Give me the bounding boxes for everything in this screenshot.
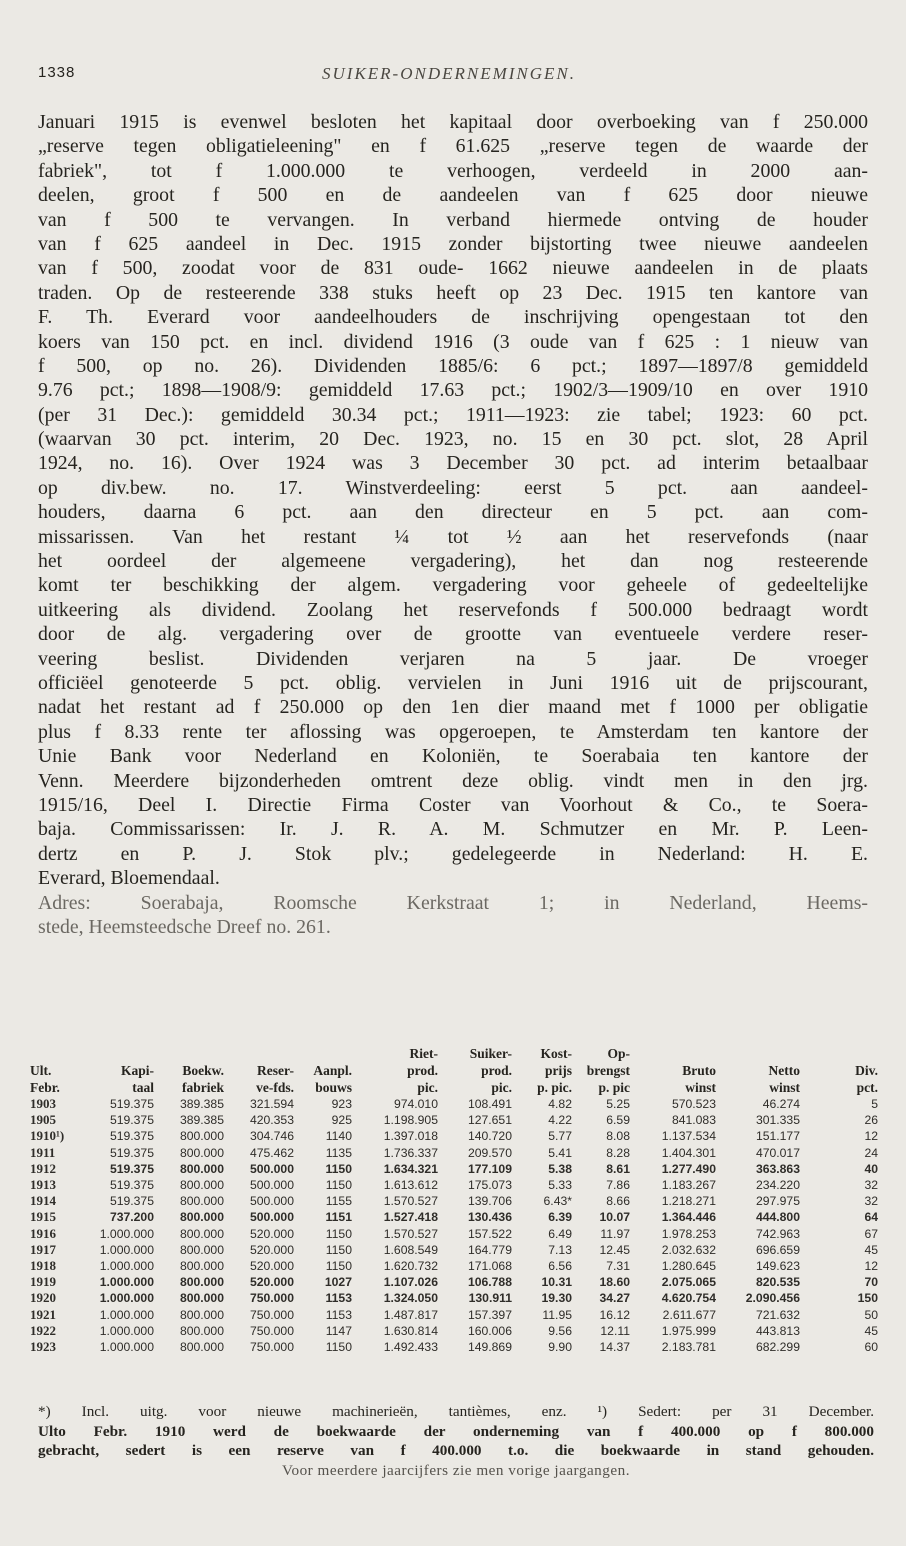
body-line: Adres: Soerabaja, Roomsche Kerkstraat 1; in Nederland, Heems- [38,891,868,914]
row-year: 1923 [30,1339,56,1355]
table-cell: 1.613.612 [383,1178,438,1193]
table-cell: 696.659 [755,1242,800,1257]
table-cell: 974.010 [393,1097,438,1111]
table-cell: 8.61 [606,1161,630,1176]
body-line: 9.76 pct.; 1898—1908/9: gemiddeld 17.63 pct.; 1902/3—1909/10 en over 1910 [38,379,868,402]
column-header: winst [769,1080,800,1095]
table-cell: 10.31 [541,1275,572,1290]
table-cell: 171.068 [467,1259,512,1274]
table-cell: 32 [864,1194,878,1209]
table-cell: 5.41 [548,1145,572,1160]
table-cell: 1.397.018 [383,1129,438,1144]
table-cell: 1.198.905 [383,1113,438,1128]
table-cell: 1.000.000 [99,1242,154,1257]
table-cell: 32 [864,1178,878,1193]
column-header: brengst [586,1063,630,1078]
table-cell: 1.000.000 [99,1275,154,1290]
table-cell: 519.375 [109,1113,154,1128]
table-cell: 321.594 [249,1097,294,1111]
table-cell: 1.608.549 [383,1242,438,1257]
financial-table [28,1045,880,1355]
table-row [28,1177,880,1193]
page-header [38,64,868,88]
table-cell: 682.299 [755,1340,800,1355]
body-line: houders, daarna 6 pct. aan den directeur en 5 pct. aan com- [38,501,868,524]
table-cell: 519.375 [109,1097,154,1111]
table-cell: 800.000 [179,1145,224,1160]
table-cell: 7.13 [548,1242,572,1257]
table-cell: 750.000 [249,1340,294,1355]
table-cell: 175.073 [467,1178,512,1193]
table-cell: 800.000 [179,1340,224,1355]
table-row [28,1307,880,1323]
body-line: het oordeel der algemeene vergadering), het dan nog resteerende [38,550,868,573]
table-cell: 742.963 [755,1226,800,1241]
column-header [802,1045,880,1062]
table-cell: 2.611.677 [662,1307,716,1322]
body-line: Januari 1915 is evenwel besloten het kapitaal door overboeking van f 250.000 [38,111,868,133]
table-cell: 1.404.301 [661,1145,716,1160]
table-cell: 520.000 [249,1226,294,1241]
table-header [28,1045,880,1096]
row-year: 1913 [30,1177,56,1193]
table-cell: 12 [864,1259,878,1274]
column-header: Febr. [30,1080,60,1095]
column-header: fabriek [182,1080,224,1095]
table-cell: 1.975.999 [661,1323,716,1338]
table-cell: 67 [864,1226,878,1241]
table-cell: 519.375 [109,1161,154,1176]
table-cell: 1.218.271 [661,1194,716,1209]
table-cell: 800.000 [179,1259,224,1274]
table-cell: 297.975 [755,1194,800,1209]
body-line: missarissen. Van het restant ¼ tot ½ aan het reservefonds (naar [38,525,868,548]
table-cell: 1.137.534 [661,1129,716,1144]
table-row [28,1145,880,1161]
table-cell: 5.77 [548,1129,572,1144]
row-year: 1914 [30,1193,56,1209]
table-cell: 177.109 [467,1161,512,1176]
body-line: officiëel genoteerde 5 pct. oblig. vervielen in Juni 1916 uit de prijscourant, [38,671,868,694]
header-row [28,1045,880,1062]
column-header: prod. [481,1063,512,1078]
table-cell: 50 [864,1307,878,1322]
footnotes [38,1402,874,1480]
table-cell: 7.31 [606,1259,630,1274]
column-header [226,1045,296,1062]
table-cell: 304.746 [249,1129,294,1144]
table-row [28,1096,880,1112]
body-line: van f 625 aandeel in Dec. 1915 zonder bijstorting twee nieuwe aandeelen [38,232,868,255]
table-cell: 1150 [325,1259,352,1274]
body-line: veering beslist. Dividenden verjaren na 5 jaar. De vroeger [38,647,868,670]
table-cell: 1.000.000 [99,1307,154,1322]
table-cell: 500.000 [249,1161,294,1176]
body-line: baja. Commissarissen: Ir. J. R. A. M. Schmutzer en Mr. P. Leen- [38,818,868,841]
table-cell: 750.000 [249,1307,294,1322]
row-year: 1905 [30,1112,56,1128]
table-cell: 721.632 [755,1307,800,1322]
table-cell: 750.000 [249,1323,294,1338]
table-row [28,1258,880,1274]
table-cell: 1.183.267 [661,1178,716,1193]
column-header: Netto [768,1063,800,1078]
table-cell: 2.075.065 [661,1275,716,1290]
table-cell: 4.620.754 [661,1291,716,1306]
table-cell: 1.736.337 [383,1145,438,1160]
body-line: koers van 150 pct. en incl. dividend 1916 (3 oude van f 625 : 1 nieuw van [38,330,868,353]
table-cell: 1150 [325,1340,352,1355]
column-header: ve-fds. [256,1080,294,1095]
table-cell: 1.000.000 [99,1226,154,1241]
body-line: 1924, no. 16). Over 1924 was 3 December 30 pct. ad interim betaalbaar [38,452,868,475]
row-year: 1917 [30,1241,56,1257]
table-cell: 9.90 [548,1340,572,1355]
table-cell: 363.863 [755,1161,800,1176]
table-cell: 800.000 [179,1242,224,1257]
body-line: uitkeering als dividend. Zoolang het reservefonds f 500.000 bedraagt wordt [38,598,868,621]
body-line: fabriek", tot f 1.000.000 te verhoogen, verdeeld in 2000 aan- [38,159,868,182]
table-cell: 2.183.781 [661,1340,716,1355]
table-cell: 570.523 [671,1097,716,1111]
table-body [28,1096,880,1355]
column-header: pic. [417,1080,438,1095]
column-header [84,1045,156,1062]
column-header: Aanpl. [313,1063,352,1078]
reference-note: Voor meerdere jaarcijfers zie men vorige jaargangen. [281,1461,630,1479]
table-cell: 1151 [325,1210,352,1225]
table-cell: 500.000 [249,1194,294,1209]
table-cell: 1.000.000 [99,1340,154,1355]
header-row [28,1062,880,1079]
table-cell: 160.006 [467,1323,512,1338]
table-cell: 1.634.321 [383,1161,438,1176]
body-line: Venn. Meerdere bijzonderheden omtrent deze oblig. vindt men in den jrg. [38,769,868,792]
column-header: winst [685,1080,716,1095]
table-cell: 6.59 [606,1113,630,1128]
table-cell: 475.462 [249,1145,294,1160]
table-row [28,1209,880,1225]
table-cell: 234.220 [755,1178,800,1193]
column-header: Div. [855,1063,878,1078]
table-cell: 1.364.446 [661,1210,716,1225]
table-row [28,1323,880,1339]
table-cell: 11.95 [542,1307,572,1322]
table-row [28,1290,880,1306]
table-cell: 1153 [325,1307,352,1322]
column-header: Reser- [257,1063,294,1078]
page-number: 1338 [38,64,76,81]
table-cell: 8.66 [606,1194,630,1209]
table-cell: 800.000 [179,1291,224,1306]
table-cell: 157.397 [467,1307,512,1322]
table-cell: 1.978.253 [661,1226,716,1241]
row-year: 1915 [30,1209,56,1225]
table-cell: 60 [864,1340,878,1355]
column-header: p. pic. [537,1080,572,1095]
table-cell: 923 [331,1097,352,1111]
column-header: pic. [491,1080,512,1095]
table-cell: 301.335 [755,1113,800,1128]
table-cell: 19.30 [541,1291,572,1306]
row-year: 1911 [30,1144,56,1160]
column-header: taal [132,1080,154,1095]
column-header [296,1045,354,1062]
table-cell: 1147 [325,1323,352,1338]
table-cell: 11.97 [600,1226,630,1241]
table-cell: 26 [864,1113,878,1128]
table-cell: 800.000 [179,1194,224,1209]
table-cell: 106.788 [467,1275,512,1290]
table-cell: 1.000.000 [99,1259,154,1274]
footnote-line: gebracht, sedert is een reserve van f 400.000 t.o. die boekwaarde in stand gehouden. [38,1442,874,1459]
body-line: (per 31 Dec.): gemiddeld 30.34 pct.; 1911—1923: zie tabel; 1923: 60 pct. [38,403,868,426]
table-cell: 127.651 [467,1113,512,1128]
table-cell: 800.000 [179,1226,224,1241]
table-cell: 841.083 [671,1113,716,1128]
body-line: dertz en P. J. Stok plv.; gedelegeerde in Nederland: H. E. [38,842,868,865]
column-header: Kapi- [120,1063,154,1078]
table-cell: 800.000 [179,1275,224,1290]
body-line: Unie Bank voor Nederland en Koloniën, te Soerabaia ten kantore der [38,745,868,768]
column-header [156,1045,226,1062]
row-year: 1916 [30,1225,56,1241]
body-line: F. Th. Everard voor aandeelhouders de inschrijving opengestaan tot den [38,306,868,329]
table-row [28,1161,880,1177]
column-header: Op- [607,1046,630,1061]
table-cell: 139.706 [467,1194,512,1209]
table-cell: 149.623 [755,1259,800,1274]
table-cell: 389.385 [179,1113,224,1128]
column-header: p. pic [598,1080,630,1095]
table-cell: 520.000 [249,1259,294,1274]
table-cell: 1.620.732 [383,1259,438,1274]
column-header [632,1045,718,1062]
table-cell: 6.49 [548,1226,572,1241]
table-cell: 470.017 [755,1145,800,1160]
table-cell: 1150 [325,1178,352,1193]
table-cell: 4.22 [548,1113,572,1128]
table-cell: 7.86 [606,1178,630,1193]
column-header: Ult. [30,1063,52,1078]
table-cell: 5 [871,1097,878,1111]
footnote-line: Ulto Febr. 1910 werd de boekwaarde der onderneming van f 400.000 op f 800.000 [38,1422,874,1440]
table-cell: 24 [864,1145,878,1160]
table-cell: 64 [864,1210,878,1225]
table-cell: 1027 [324,1275,352,1290]
row-year: 1922 [30,1322,56,1338]
table-cell: 8.28 [606,1145,630,1160]
column-header: bouws [315,1080,352,1095]
table-cell: 1150 [325,1242,352,1257]
table-cell: 149.869 [467,1340,512,1355]
table-cell: 443.813 [755,1323,800,1338]
table-cell: 1.570.527 [383,1226,438,1241]
table-cell: 800.000 [179,1210,224,1225]
table-cell: 40 [864,1161,878,1176]
column-header: pct. [856,1080,878,1095]
body-line: Everard, Bloemendaal. [38,867,220,890]
table-row [28,1226,880,1242]
body-line: f 500, op no. 26). Dividenden 1885/6: 6 pct.; 1897—1897/8 gemiddeld [38,354,868,377]
table-cell: 444.800 [755,1210,800,1225]
table-cell: 519.375 [109,1145,154,1160]
table-cell: 1.492.433 [383,1340,438,1355]
column-header: Kost- [540,1046,572,1061]
table-cell: 500.000 [249,1178,294,1193]
table-cell: 157.522 [467,1226,512,1241]
row-year: 1903 [30,1096,56,1111]
table-cell: 34.27 [599,1291,630,1306]
column-header: Boekw. [182,1063,224,1078]
table-cell: 1155 [325,1194,352,1209]
table-row [28,1242,880,1258]
table-cell: 5.25 [606,1097,630,1111]
table-cell: 4.82 [548,1097,572,1111]
table-cell: 1.324.050 [383,1291,438,1306]
table-cell: 70 [864,1275,878,1290]
financial-table-container [28,1045,880,1355]
table-cell: 18.60 [599,1275,630,1290]
table-cell: 9.56 [548,1323,572,1338]
table-cell: 5.33 [548,1178,572,1193]
table-cell: 5.38 [548,1161,572,1176]
table-cell: 820.535 [755,1275,800,1290]
table-cell: 8.08 [606,1129,630,1144]
table-cell: 209.570 [467,1145,512,1160]
table-row [28,1193,880,1209]
table-row [28,1339,880,1355]
table-cell: 2.090.456 [745,1291,800,1306]
table-row [28,1128,880,1144]
column-header: prod. [407,1063,438,1078]
header-row [28,1079,880,1096]
table-cell: 6.39 [548,1210,572,1225]
table-cell: 519.375 [109,1194,154,1209]
table-cell: 164.779 [467,1242,512,1257]
table-cell: 16.12 [599,1307,630,1322]
table-cell: 45 [864,1242,878,1257]
body-line: deelen, groot f 500 en de aandeelen van f 625 door nieuwe [38,184,868,207]
table-cell: 10.07 [599,1210,630,1225]
table-cell: 1140 [325,1129,352,1144]
table-cell: 800.000 [179,1323,224,1338]
table-cell: 1.000.000 [99,1323,154,1338]
body-line: (waarvan 30 pct. interim, 20 Dec. 1923, no. 15 en 30 pct. slot, 28 April [38,428,868,451]
table-cell: 519.375 [109,1178,154,1193]
column-header [718,1045,802,1062]
table-cell: 1.487.817 [383,1307,438,1322]
row-year: 1912 [30,1160,56,1176]
table-cell: 46.274 [762,1097,800,1111]
row-year: 1919 [30,1274,56,1290]
table-cell: 12.11 [600,1323,630,1338]
body-line: op div.bew. no. 17. Winstverdeeling: eerst 5 pct. aan aandeel- [38,476,868,499]
body-line: door de alg. vergadering over de grootte van eventueele verdere reser- [38,623,868,646]
table-cell: 1.280.645 [661,1259,716,1274]
table-cell: 800.000 [179,1161,224,1176]
table-cell: 2.032.632 [661,1242,716,1257]
table-cell: 1.107.026 [383,1275,438,1290]
table-cell: 519.375 [109,1129,154,1144]
table-cell: 1150 [325,1226,352,1241]
table-row [28,1274,880,1290]
running-title: SUIKER-ONDERNEMINGEN. [322,64,577,83]
table-cell: 151.177 [755,1129,800,1144]
table-cell: 150 [857,1291,878,1306]
table-cell: 389.385 [179,1097,224,1111]
column-header: Bruto [682,1063,716,1078]
body-line: plus f 8.33 rente ter aflossing was opgeroepen, te Amsterdam ten kantore der [38,720,868,743]
table-cell: 6.56 [548,1259,572,1274]
table-cell: 1153 [325,1291,352,1306]
table-cell: 108.491 [467,1097,512,1111]
table-cell: 800.000 [179,1307,224,1322]
row-year: 1910¹) [30,1128,65,1144]
table-cell: 925 [331,1113,352,1128]
table-cell: 750.000 [249,1291,294,1306]
table-cell: 1.527.418 [383,1210,438,1225]
column-header [28,1045,84,1062]
table-cell: 520.000 [249,1242,294,1257]
table-cell: 12 [864,1129,878,1144]
table-cell: 130.436 [467,1210,512,1225]
table-cell: 737.200 [109,1210,154,1225]
row-year: 1921 [30,1306,56,1322]
row-year: 1918 [30,1258,56,1274]
body-line: nadat het restant ad f 250.000 op den 1en dier maand met f 1000 per obligatie [38,696,868,719]
table-cell: 45 [864,1323,878,1338]
body-line: van f 500 te vervangen. In verband hiermede ontving de houder [38,208,868,231]
table-cell: 6.43* [543,1194,572,1209]
body-line: komt ter beschikking der algem. vergadering voor geheele of gedeeltelijke [38,574,868,597]
table-cell: 1.277.490 [661,1161,716,1176]
column-header: prijs [545,1063,572,1078]
column-header: Riet- [409,1046,438,1061]
table-cell: 12.45 [599,1242,630,1257]
table-cell: 520.000 [249,1275,294,1290]
table-cell: 800.000 [179,1178,224,1193]
body-line: stede, Heemsteedsche Dreef no. 261. [38,915,331,938]
body-line: van f 500, zoodat voor de 831 oude- 1662 nieuwe aandeelen in de plaats [38,257,868,280]
table-cell: 14.37 [599,1340,630,1355]
table-cell: 1.630.814 [383,1323,438,1338]
row-year: 1920 [30,1290,56,1306]
body-line: „reserve tegen obligatieleening" en f 61.625 „reserve tegen de waarde der [38,135,868,158]
table-row [28,1112,880,1128]
table-cell: 800.000 [179,1129,224,1144]
column-header: Suiker- [469,1046,512,1061]
table-cell: 500.000 [249,1210,294,1225]
table-cell: 140.720 [467,1129,512,1144]
table-cell: 1135 [325,1145,352,1160]
table-cell: 1150 [325,1161,352,1176]
body-text [38,110,868,939]
body-line: 1915/16, Deel I. Directie Firma Coster van Voorhout & Co., te Soera- [38,793,868,816]
table-cell: 130.911 [468,1291,512,1306]
table-cell: 1.000.000 [99,1291,154,1306]
table-cell: 420.353 [249,1113,294,1128]
body-line: traden. Op de resteerende 338 stuks heeft op 23 Dec. 1915 ten kantore van [38,281,868,304]
footnote-line: *) Incl. uitg. voor nieuwe machinerieën, tantièmes, enz. ¹) Sedert: per 31 December. [38,1403,874,1420]
table-cell: 1.570.527 [383,1194,438,1209]
